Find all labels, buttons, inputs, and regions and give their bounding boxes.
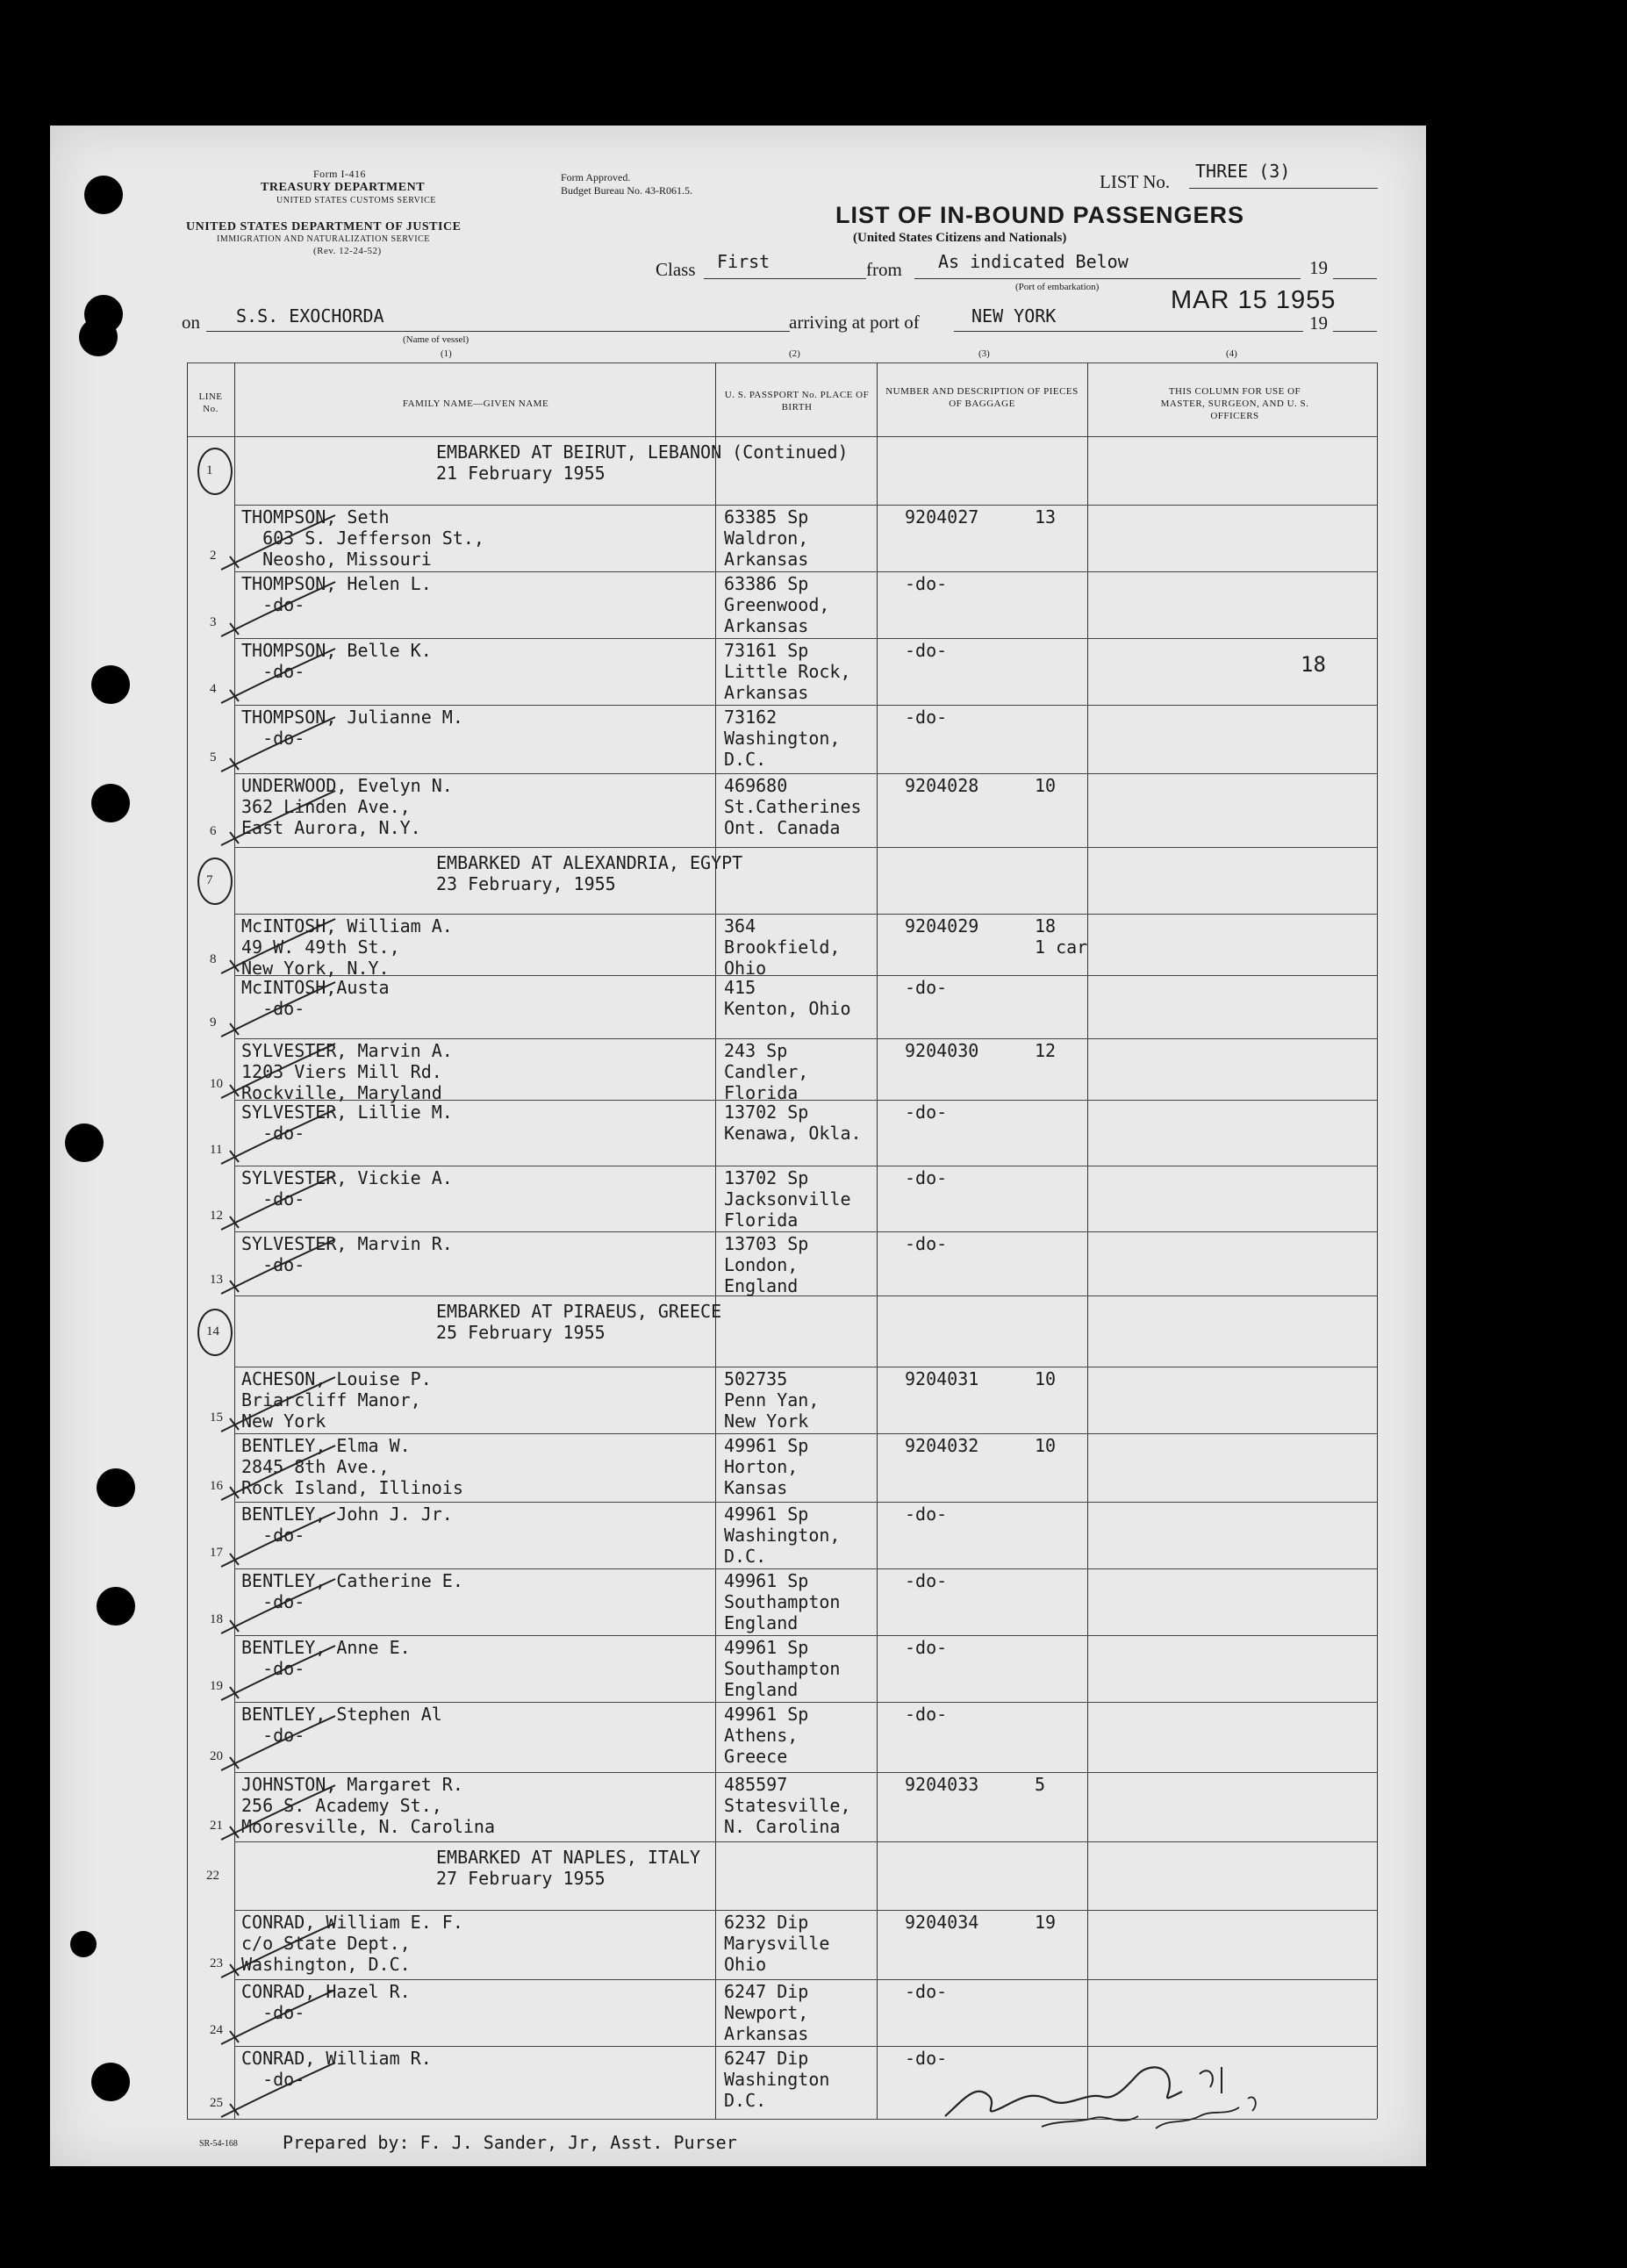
line-number: 13 xyxy=(210,1273,223,1287)
baggage-number: 9204031 xyxy=(905,1368,979,1389)
passenger-name: McINTOSH, William A. 49 W. 49th St., New York, N.Y. xyxy=(241,915,453,979)
col-header-officers: THIS COLUMN FOR USE OF MASTER, SURGEON, AND U. S. OFFICERS xyxy=(1160,386,1309,421)
passenger-name: CONRAD, William E. F. c/o State Dept., Washington, D.C. xyxy=(241,1912,463,1975)
from-year: 19 xyxy=(1309,257,1328,278)
passport-birthplace: 415 Kenton, Ohio xyxy=(724,977,851,1019)
baggage-number: 9204030 xyxy=(905,1040,979,1061)
passport-birthplace: 6247 Dip Newport, Arkansas xyxy=(724,1981,809,2044)
section-row xyxy=(50,847,1426,914)
passenger-row xyxy=(50,1166,1426,1231)
passenger-name: SYLVESTER, Vickie A. -do- xyxy=(241,1167,453,1209)
line-number: 15 xyxy=(210,1410,223,1425)
passenger-name: JOHNSTON, Margaret R. 256 S. Academy St., Mooresville, N. Carolina xyxy=(241,1774,495,1837)
customs-label: UNITED STATES CUSTOMS SERVICE xyxy=(276,196,436,205)
col-num-3: (3) xyxy=(978,348,990,359)
binder-hole xyxy=(97,1587,135,1626)
check-mark-icon xyxy=(212,1639,344,1709)
passport-birthplace: 13702 Sp Jacksonville Florida xyxy=(724,1167,851,1231)
baggage-number: 9204027 xyxy=(905,506,979,528)
passport-birthplace: 469680 St.Catherines Ont. Canada xyxy=(724,775,862,838)
line-number: 8 xyxy=(210,952,217,966)
on-label: on xyxy=(182,312,200,333)
list-no-value: THREE (3) xyxy=(1195,161,1291,182)
baggage-number: -do- xyxy=(905,573,948,594)
line-number: 18 xyxy=(210,1612,223,1626)
passenger-name: SYLVESTER, Marvin A. 1203 Viers Mill Rd. Rockville, Maryland xyxy=(241,1040,453,1103)
binder-hole xyxy=(91,665,130,704)
baggage-pieces: 5 xyxy=(1035,1774,1046,1795)
arrival-port: NEW YORK xyxy=(971,305,1057,327)
officer-signature xyxy=(928,2013,1279,2135)
arrival-year: 19 xyxy=(1309,312,1328,334)
embarkation-heading: EMBARKED AT PIRAEUS, GREECE 25 February 1955 xyxy=(436,1301,722,1343)
baggage-pieces: 10 xyxy=(1035,775,1057,796)
from-label: from xyxy=(866,259,902,280)
officer-note: 18 xyxy=(1301,652,1326,677)
section-row xyxy=(50,436,1426,505)
check-mark-icon xyxy=(212,1370,344,1440)
line-number: 14 xyxy=(206,1324,219,1339)
passenger-row xyxy=(50,1702,1426,1772)
footer-form-code: SR-54-168 xyxy=(199,2139,238,2149)
document-page xyxy=(50,126,1426,2166)
check-mark-icon xyxy=(212,1505,344,1575)
baggage-number: -do- xyxy=(905,1570,948,1591)
section-row xyxy=(50,1841,1426,1910)
baggage-number: -do- xyxy=(905,1167,948,1188)
check-mark-icon xyxy=(212,1168,344,1238)
line-number: 1 xyxy=(206,463,213,477)
line-number: 11 xyxy=(210,1143,223,1157)
section-row xyxy=(50,1295,1426,1367)
passenger-row xyxy=(50,975,1426,1038)
check-mark-icon xyxy=(212,1983,344,2053)
line-number: 4 xyxy=(210,682,217,696)
ins-label: IMMIGRATION AND NATURALIZATION SERVICE xyxy=(217,234,430,244)
baggage-number: -do- xyxy=(905,1704,948,1725)
passport-birthplace: 243 Sp Candler, Florida xyxy=(724,1040,809,1103)
line-number: 23 xyxy=(210,1956,223,1970)
baggage-pieces: 18 1 car xyxy=(1035,915,1088,958)
check-mark-icon xyxy=(212,1778,344,1848)
class-label: Class xyxy=(656,259,696,280)
passport-birthplace: 63386 Sp Greenwood, Arkansas xyxy=(724,573,830,636)
baggage-number: 9204034 xyxy=(905,1912,979,1933)
passenger-row xyxy=(50,571,1426,638)
passport-birthplace: 63385 Sp Waldron, Arkansas xyxy=(724,506,809,570)
line-number: 17 xyxy=(210,1546,223,1560)
passport-birthplace: 73161 Sp Little Rock, Arkansas xyxy=(724,640,851,703)
passenger-name: BENTLEY, Stephen Al -do- xyxy=(241,1704,442,1746)
page-subtitle: (United States Citizens and Nationals) xyxy=(853,231,1067,245)
passenger-name: CONRAD, William R. -do- xyxy=(241,2048,432,2090)
col-header-name: FAMILY NAME—GIVEN NAME xyxy=(402,398,549,409)
check-mark-icon xyxy=(212,1102,344,1173)
passport-birthplace: 502735 Penn Yan, New York xyxy=(724,1368,820,1432)
page-title: LIST OF IN-BOUND PASSENGERS xyxy=(835,202,1245,228)
passport-birthplace: 49961 Sp Southampton England xyxy=(724,1637,841,1700)
line-number: 20 xyxy=(210,1749,223,1763)
passenger-name: BENTLEY, Elma W. 2845 8th Ave., Rock Island, Illinois xyxy=(241,1435,463,1498)
passenger-name: BENTLEY, Catherine E. -do- xyxy=(241,1570,463,1612)
col-num-2: (2) xyxy=(789,348,800,359)
baggage-number: 9204028 xyxy=(905,775,979,796)
check-mark-icon xyxy=(212,1916,344,1986)
baggage-number: -do- xyxy=(905,1102,948,1123)
list-no-label: LIST No. xyxy=(1100,171,1171,192)
col-header-line-no: LINE No. xyxy=(198,391,223,414)
passenger-row xyxy=(50,1502,1426,1568)
received-date-stamp: MAR 15 1955 xyxy=(1171,286,1337,314)
passenger-row xyxy=(50,1772,1426,1841)
form-approved: Form Approved. xyxy=(561,171,631,183)
embarkation-heading: EMBARKED AT BEIRUT, LEBANON (Continued) 21 February 1955 xyxy=(436,441,849,484)
passenger-name: THOMPSON, Julianne M. -do- xyxy=(241,707,463,749)
col-num-4: (4) xyxy=(1226,348,1237,359)
passenger-name: CONRAD, Hazel R. -do- xyxy=(241,1981,411,2023)
check-mark-icon xyxy=(212,975,344,1045)
baggage-number: -do- xyxy=(905,1637,948,1658)
passenger-name: BENTLEY, John J. Jr. -do- xyxy=(241,1504,453,1546)
vessel-name: S.S. EXOCHORDA xyxy=(236,305,384,327)
passport-birthplace: 364 Brookfield, Ohio xyxy=(724,915,841,979)
binder-hole xyxy=(84,176,123,214)
baggage-number: -do- xyxy=(905,707,948,728)
check-mark-icon xyxy=(212,912,344,982)
baggage-pieces: 13 xyxy=(1035,506,1057,528)
passenger-row xyxy=(50,1910,1426,1979)
from-value: As indicated Below xyxy=(938,251,1129,272)
line-number-circle xyxy=(197,448,233,495)
check-mark-icon xyxy=(212,508,344,578)
baggage-pieces: 10 xyxy=(1035,1368,1057,1389)
passenger-name: ACHESON, Louise P. Briarcliff Manor, New York xyxy=(241,1368,432,1432)
passenger-row xyxy=(50,914,1426,979)
line-number: 19 xyxy=(210,1679,223,1693)
passenger-row xyxy=(50,773,1426,847)
check-mark-icon xyxy=(212,2056,344,2126)
binder-hole xyxy=(91,2063,130,2101)
line-number: 7 xyxy=(206,873,213,887)
arriving-label: arriving at port of xyxy=(789,312,920,333)
check-mark-icon xyxy=(212,784,344,854)
col-num-1: (1) xyxy=(441,348,452,359)
binder-hole xyxy=(70,1931,97,1957)
line-number: 22 xyxy=(206,1869,219,1883)
check-mark-icon xyxy=(212,1572,344,1642)
check-mark-icon xyxy=(212,1709,344,1779)
line-number: 6 xyxy=(210,824,217,838)
binder-hole xyxy=(65,1123,104,1162)
baggage-pieces: 10 xyxy=(1035,1435,1057,1456)
line-number: 16 xyxy=(210,1479,223,1493)
check-mark-icon xyxy=(212,1232,344,1303)
baggage-number: 9204029 xyxy=(905,915,979,937)
passport-birthplace: 49961 Sp Southampton England xyxy=(724,1570,841,1633)
passport-birthplace: 485597 Statesville, N. Carolina xyxy=(724,1774,851,1837)
baggage-number: -do- xyxy=(905,1504,948,1525)
passenger-name: UNDERWOOD, Evelyn N. 362 Linden Ave., East Aurora, N.Y. xyxy=(241,775,453,838)
justice-label: UNITED STATES DEPARTMENT OF JUSTICE xyxy=(186,220,462,233)
binder-hole xyxy=(79,318,118,356)
line-number: 21 xyxy=(210,1819,223,1833)
line-number-circle xyxy=(197,858,233,905)
embarkation-heading: EMBARKED AT ALEXANDRIA, EGYPT 23 February, 1955 xyxy=(436,852,743,894)
baggage-pieces: 19 xyxy=(1035,1912,1057,1933)
line-number: 2 xyxy=(210,549,217,563)
passport-birthplace: 13702 Sp Kenawa, Okla. xyxy=(724,1102,862,1144)
line-number: 3 xyxy=(210,615,217,629)
port-note: (Port of embarkation) xyxy=(1015,282,1100,292)
vessel-note: (Name of vessel) xyxy=(403,334,469,345)
passenger-row xyxy=(50,1635,1426,1702)
rev-label: (Rev. 12-24-52) xyxy=(313,246,382,256)
passenger-row xyxy=(50,1100,1426,1166)
passport-birthplace: 73162 Washington, D.C. xyxy=(724,707,841,770)
passenger-row xyxy=(50,705,1426,773)
col-header-passport: U. S. PASSPORT No. PLACE OF BIRTH xyxy=(724,390,870,413)
passenger-row xyxy=(50,505,1426,571)
line-number: 10 xyxy=(210,1077,223,1091)
passenger-name: BENTLEY, Anne E. -do- xyxy=(241,1637,411,1679)
passenger-row xyxy=(50,1568,1426,1635)
baggage-pieces: 12 xyxy=(1035,1040,1057,1061)
passport-birthplace: 49961 Sp Athens, Greece xyxy=(724,1704,809,1767)
form-number: Form I-416 xyxy=(313,168,366,180)
class-value: First xyxy=(717,251,770,272)
passenger-name: THOMPSON, Seth 603 S. Jefferson St., Neosho, Missouri xyxy=(241,506,484,570)
passenger-name: SYLVESTER, Marvin R. -do- xyxy=(241,1233,453,1275)
check-mark-icon xyxy=(212,575,344,645)
passport-birthplace: 49961 Sp Washington, D.C. xyxy=(724,1504,841,1567)
baggage-number: 9204032 xyxy=(905,1435,979,1456)
passenger-row xyxy=(50,1231,1426,1295)
passenger-row xyxy=(50,1433,1426,1502)
passport-birthplace: 13703 Sp London, England xyxy=(724,1233,809,1296)
line-number: 9 xyxy=(210,1016,217,1030)
check-mark-icon xyxy=(212,1037,344,1107)
baggage-number: -do- xyxy=(905,1233,948,1254)
passenger-row xyxy=(50,1367,1426,1433)
line-number: 24 xyxy=(210,2023,223,2037)
line-number: 5 xyxy=(210,750,217,764)
baggage-number: -do- xyxy=(905,640,948,661)
embarkation-heading: EMBARKED AT NAPLES, ITALY 27 February 1955 xyxy=(436,1847,701,1889)
passenger-row xyxy=(50,1038,1426,1103)
passport-birthplace: 49961 Sp Horton, Kansas xyxy=(724,1435,809,1498)
passenger-row xyxy=(50,638,1426,705)
budget-bureau: Budget Bureau No. 43-R061.5. xyxy=(561,184,692,197)
baggage-number: -do- xyxy=(905,2048,948,2069)
passenger-name: SYLVESTER, Lillie M. -do- xyxy=(241,1102,453,1144)
baggage-number: 9204033 xyxy=(905,1774,979,1795)
passenger-name: THOMPSON, Belle K. -do- xyxy=(241,640,432,682)
passport-birthplace: 6232 Dip Marysville Ohio xyxy=(724,1912,830,1975)
baggage-number: -do- xyxy=(905,1981,948,2002)
binder-hole xyxy=(97,1468,135,1507)
binder-hole xyxy=(91,784,130,822)
line-number-circle xyxy=(197,1309,233,1356)
prepared-by: Prepared by: F. J. Sander, Jr, Asst. Purser xyxy=(283,2132,737,2153)
baggage-number: -do- xyxy=(905,977,948,998)
col-header-baggage: NUMBER AND DESCRIPTION OF PIECES OF BAGGAGE xyxy=(885,386,1079,409)
check-mark-icon xyxy=(212,710,344,780)
check-mark-icon xyxy=(212,1439,344,1509)
line-number: 12 xyxy=(210,1209,223,1223)
check-mark-icon xyxy=(212,642,344,712)
treasury-label: TREASURY DEPARTMENT xyxy=(261,181,426,194)
passenger-name: McINTOSH,Austa -do- xyxy=(241,977,390,1019)
passport-birthplace: 6247 Dip Washington D.C. xyxy=(724,2048,830,2111)
passenger-name: THOMPSON, Helen L. -do- xyxy=(241,573,432,615)
line-number: 25 xyxy=(210,2096,223,2110)
